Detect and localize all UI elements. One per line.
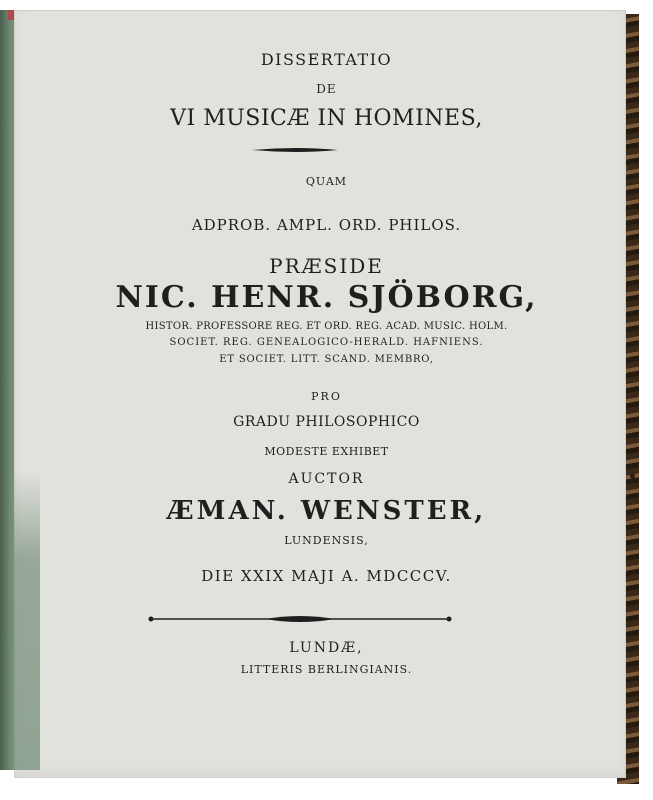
line-dissertatio: DISSERTATIO (260, 50, 393, 69)
line-modeste: MODESTE EXHIBET (264, 445, 389, 458)
auctor-name: ÆMAN. WENSTER, (166, 496, 487, 526)
line-lundensis: LUNDENSIS, (284, 534, 369, 547)
praeses-name: NIC. HENR. SJÖBORG, (115, 280, 538, 315)
decorative-rule-top (250, 146, 340, 154)
line-auctor: AUCTOR (288, 471, 365, 487)
date-line: DIE XXIX MAJI A. MDCCCV. (201, 567, 452, 585)
imprint-printer: LITTERIS BERLINGIANIS. (240, 663, 413, 676)
line-societ-reg: SOCIET. REG. GENEALOGICO-HERALD. HAFNIENS. (169, 337, 484, 348)
line-histor-professore: HISTOR. PROFESSORE REG. ET ORD. REG. ACAD. MUSIC. HOLM. (145, 321, 508, 332)
line-praeside: PRÆSIDE (269, 254, 384, 278)
decorative-rule-bottom (145, 612, 455, 626)
line-societ-litt: ET SOCIET. LITT. SCAND. MEMBRO, (219, 354, 434, 365)
main-title: VI MUSICÆ IN HOMINES, (170, 106, 483, 131)
line-gradu: GRADU PHILOSOPHICO (233, 414, 420, 430)
line-de: DE (316, 82, 337, 96)
line-pro: PRO (311, 390, 342, 403)
imprint-place: LUNDÆ, (289, 640, 364, 656)
line-quam: QUAM (305, 175, 348, 188)
line-adprob: ADPROB. AMPL. ORD. PHILOS. (191, 216, 462, 234)
